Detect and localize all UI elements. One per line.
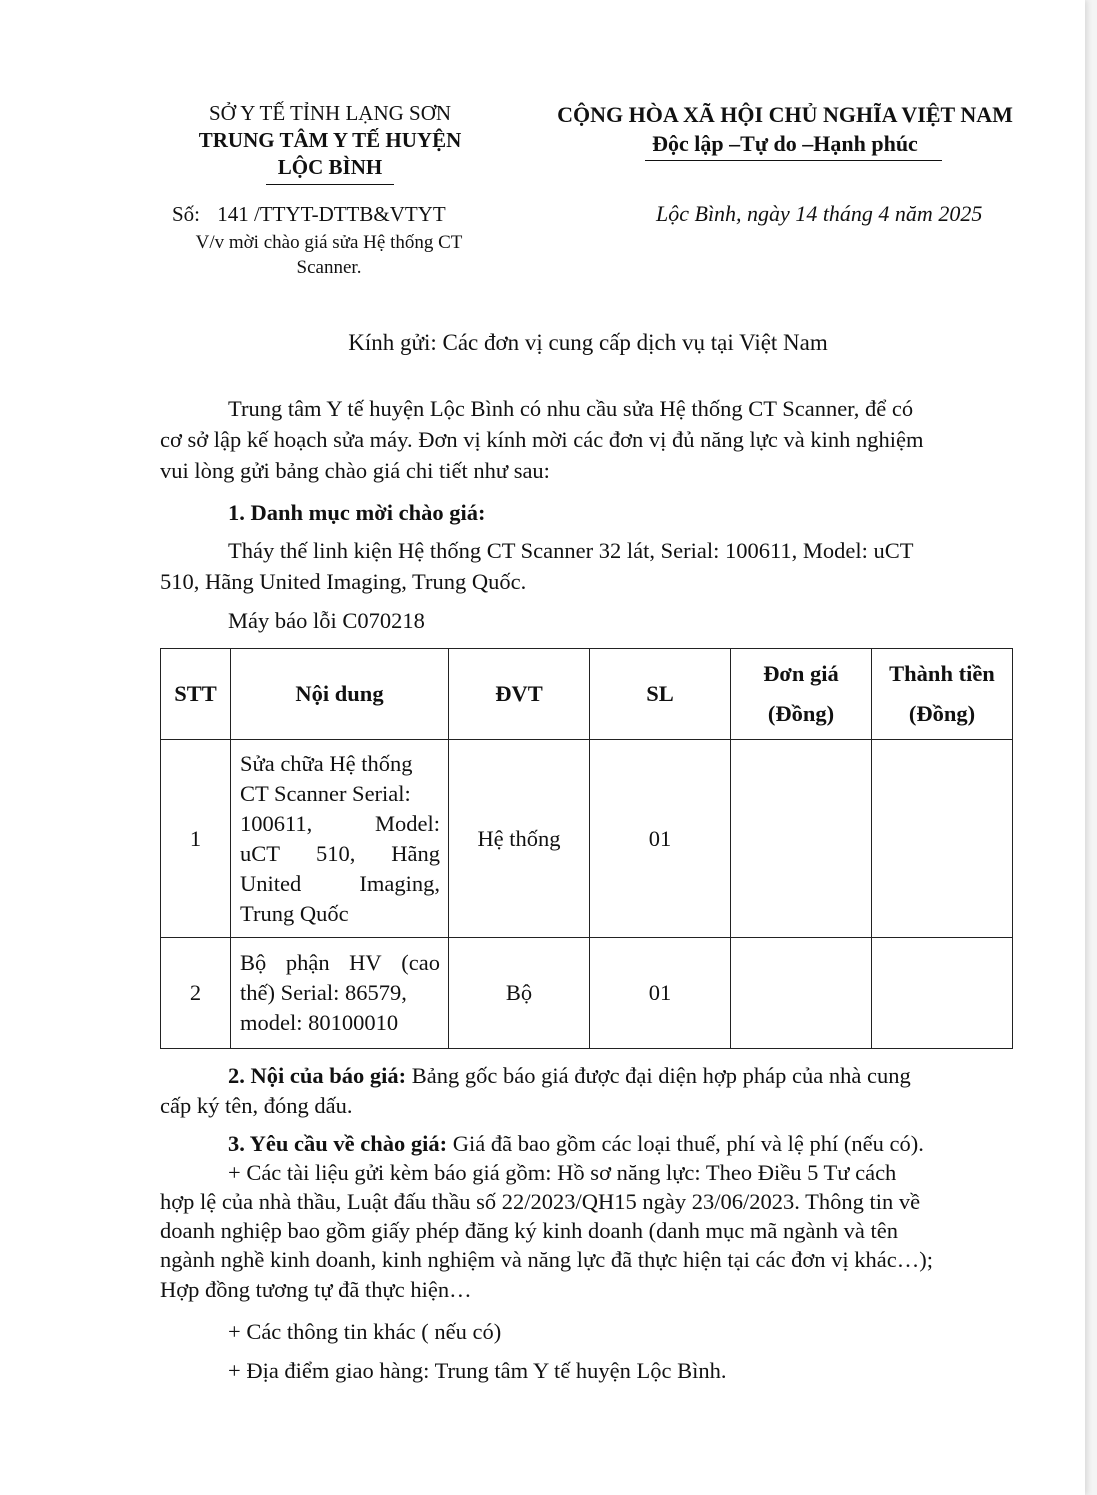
- attachments-line4: ngành nghề kinh doanh, kinh nghiệm và năng lực đã thực hiện tại các đơn vị khác…);: [160, 1247, 933, 1272]
- place-date: Lộc Bình, ngày 14 tháng 4 năm 2025: [656, 201, 983, 226]
- attachments-line2: hợp lệ của nhà thầu, Luật đấu thầu số 22/2023/QH15 ngày 23/06/2023. Thông tin về: [160, 1189, 921, 1214]
- cell-thanhtien: [872, 740, 1013, 938]
- attachments-line5: Hợp đồng tương tự đã thực hiện…: [160, 1277, 472, 1302]
- number-suffix: /TTYT-DTTB&VTYT: [254, 202, 446, 226]
- quotation-table: [160, 648, 1013, 1049]
- cell-dongia: [731, 740, 872, 938]
- noidung-fragment: 510,: [315, 840, 356, 866]
- cell-stt: 1: [161, 740, 231, 938]
- noidung-line: [240, 869, 440, 899]
- section1-heading: 1. Danh mục mời chào giá:: [228, 500, 486, 525]
- thanhtien-label: Thành tiền: [889, 661, 995, 686]
- issuing-agency-block: [160, 100, 500, 185]
- section2-text: Bảng gốc báo giá được đại diện hợp pháp của nhà cung: [406, 1063, 911, 1088]
- cell-noidung: [231, 740, 449, 938]
- other-info-line: + Các thông tin khác ( nếu có): [228, 1319, 502, 1344]
- section3-text: Giá đã bao gồm các loại thuế, phí và lệ phí (nếu có).: [447, 1131, 924, 1156]
- noidung-fragment: Model:: [375, 810, 440, 836]
- section2-line2: cấp ký tên, đóng dấu.: [160, 1093, 353, 1118]
- col-header-dongia: [731, 649, 872, 740]
- attachments-line3: doanh nghiệp bao gồm giấy phép đăng ký kinh doanh (danh mục mã ngành và tên: [160, 1218, 898, 1243]
- number-value: 141: [217, 202, 249, 226]
- cell-thanhtien: [872, 938, 1013, 1049]
- subject-line2: Scanner.: [296, 257, 362, 278]
- thanhtien-unit: (Đồng): [908, 701, 976, 726]
- subject-line1: V/v mời chào giá sửa Hệ thống CT: [195, 232, 463, 253]
- motto-underline: [645, 160, 942, 161]
- noidung-line: thế) Serial: 86579,: [240, 980, 407, 1005]
- section3-heading: 3. Yêu cầu về chào giá:: [228, 1131, 448, 1156]
- delivery-location-line: + Địa điểm giao hàng: Trung tâm Y tế huyện Lộc Bình.: [228, 1358, 727, 1383]
- col-header-thanhtien: [872, 649, 1013, 740]
- dongia-unit: (Đồng): [767, 701, 835, 726]
- machine-error-code: Máy báo lỗi C070218: [228, 608, 425, 633]
- noidung-fragment: uCT: [240, 840, 281, 866]
- section2-line1: [228, 1063, 911, 1089]
- parent-agency: SỞ Y TẾ TỈNH LẠNG SƠN: [208, 101, 452, 125]
- section3-line1: [228, 1131, 924, 1157]
- number-label: Số:: [172, 202, 201, 226]
- document-number: [172, 202, 446, 227]
- noidung-line: Sửa chữa Hệ thống: [240, 750, 413, 776]
- noidung-line: Trung Quốc: [240, 900, 349, 926]
- table-row: [161, 938, 1013, 1049]
- noidung-fragment: HV: [349, 950, 382, 975]
- col-header-dvt: ĐVT: [449, 649, 590, 740]
- noidung-fragment: 100611,: [240, 810, 313, 836]
- noidung-fragment: Hãng: [391, 840, 440, 866]
- table-header-row: [161, 649, 1013, 740]
- issuing-unit-line1: TRUNG TÂM Y TẾ HUYỆN: [198, 128, 462, 152]
- cell-stt: 2: [161, 938, 231, 1049]
- noidung-fragment: phận: [285, 950, 330, 975]
- intro-line1: Trung tâm Y tế huyện Lộc Bình có nhu cầu sửa Hệ thống CT Scanner, để có: [228, 396, 914, 421]
- section2-heading: 2. Nội của báo giá:: [228, 1063, 407, 1088]
- col-header-stt: STT: [161, 649, 231, 740]
- noidung-line: [240, 948, 440, 978]
- national-title: CỘNG HÒA XÃ HỘI CHỦ NGHĨA VIỆT NAM: [557, 102, 1013, 127]
- intro-line3: vui lòng gửi bảng chào giá chi tiết như sau:: [160, 458, 550, 483]
- cell-noidung: [231, 938, 449, 1049]
- col-header-noidung: Nội dung: [231, 649, 449, 740]
- national-motto: Độc lập –Tự do –Hạnh phúc: [652, 131, 918, 156]
- noidung-line: CT Scanner Serial:: [240, 780, 411, 806]
- noidung-fragment: United: [240, 870, 302, 896]
- cell-sl: 01: [590, 740, 731, 938]
- cell-dongia: [731, 938, 872, 1049]
- recipient-line: Kính gửi: Các đơn vị cung cấp dịch vụ tại Việt Nam: [348, 330, 828, 355]
- section1-desc-line2: 510, Hãng United Imaging, Trung Quốc.: [160, 569, 527, 594]
- cell-sl: 01: [590, 938, 731, 1049]
- intro-line2: cơ sở lập kế hoạch sửa máy. Đơn vị kính mời các đơn vị đủ năng lực và kinh nghiệm: [160, 427, 924, 452]
- table-row: [161, 740, 1013, 938]
- attachments-line1: + Các tài liệu gửi kèm báo giá gồm: Hồ sơ năng lực: Theo Điều 5 Tư cách: [228, 1160, 897, 1185]
- agency-underline: [266, 184, 394, 185]
- issuing-unit-line2: LỘC BÌNH: [277, 155, 383, 179]
- document-subject: [160, 230, 498, 280]
- noidung-line: [240, 839, 440, 869]
- noidung-fragment: Imaging,: [359, 870, 440, 896]
- col-header-sl: SL: [590, 649, 731, 740]
- section1-desc-line1: Tháy thế linh kiện Hệ thống CT Scanner 32 lát, Serial: 100611, Model: uCT: [228, 538, 914, 563]
- noidung-fragment: (cao: [401, 950, 440, 975]
- national-header-block: [520, 100, 1050, 161]
- cell-dvt: Hệ thống: [449, 740, 590, 938]
- noidung-line: [240, 809, 440, 839]
- noidung-fragment: Bộ: [240, 950, 267, 975]
- cell-dvt: Bộ: [449, 938, 590, 1049]
- dongia-label: Đơn giá: [763, 661, 839, 686]
- noidung-line: model: 80100010: [240, 1010, 399, 1035]
